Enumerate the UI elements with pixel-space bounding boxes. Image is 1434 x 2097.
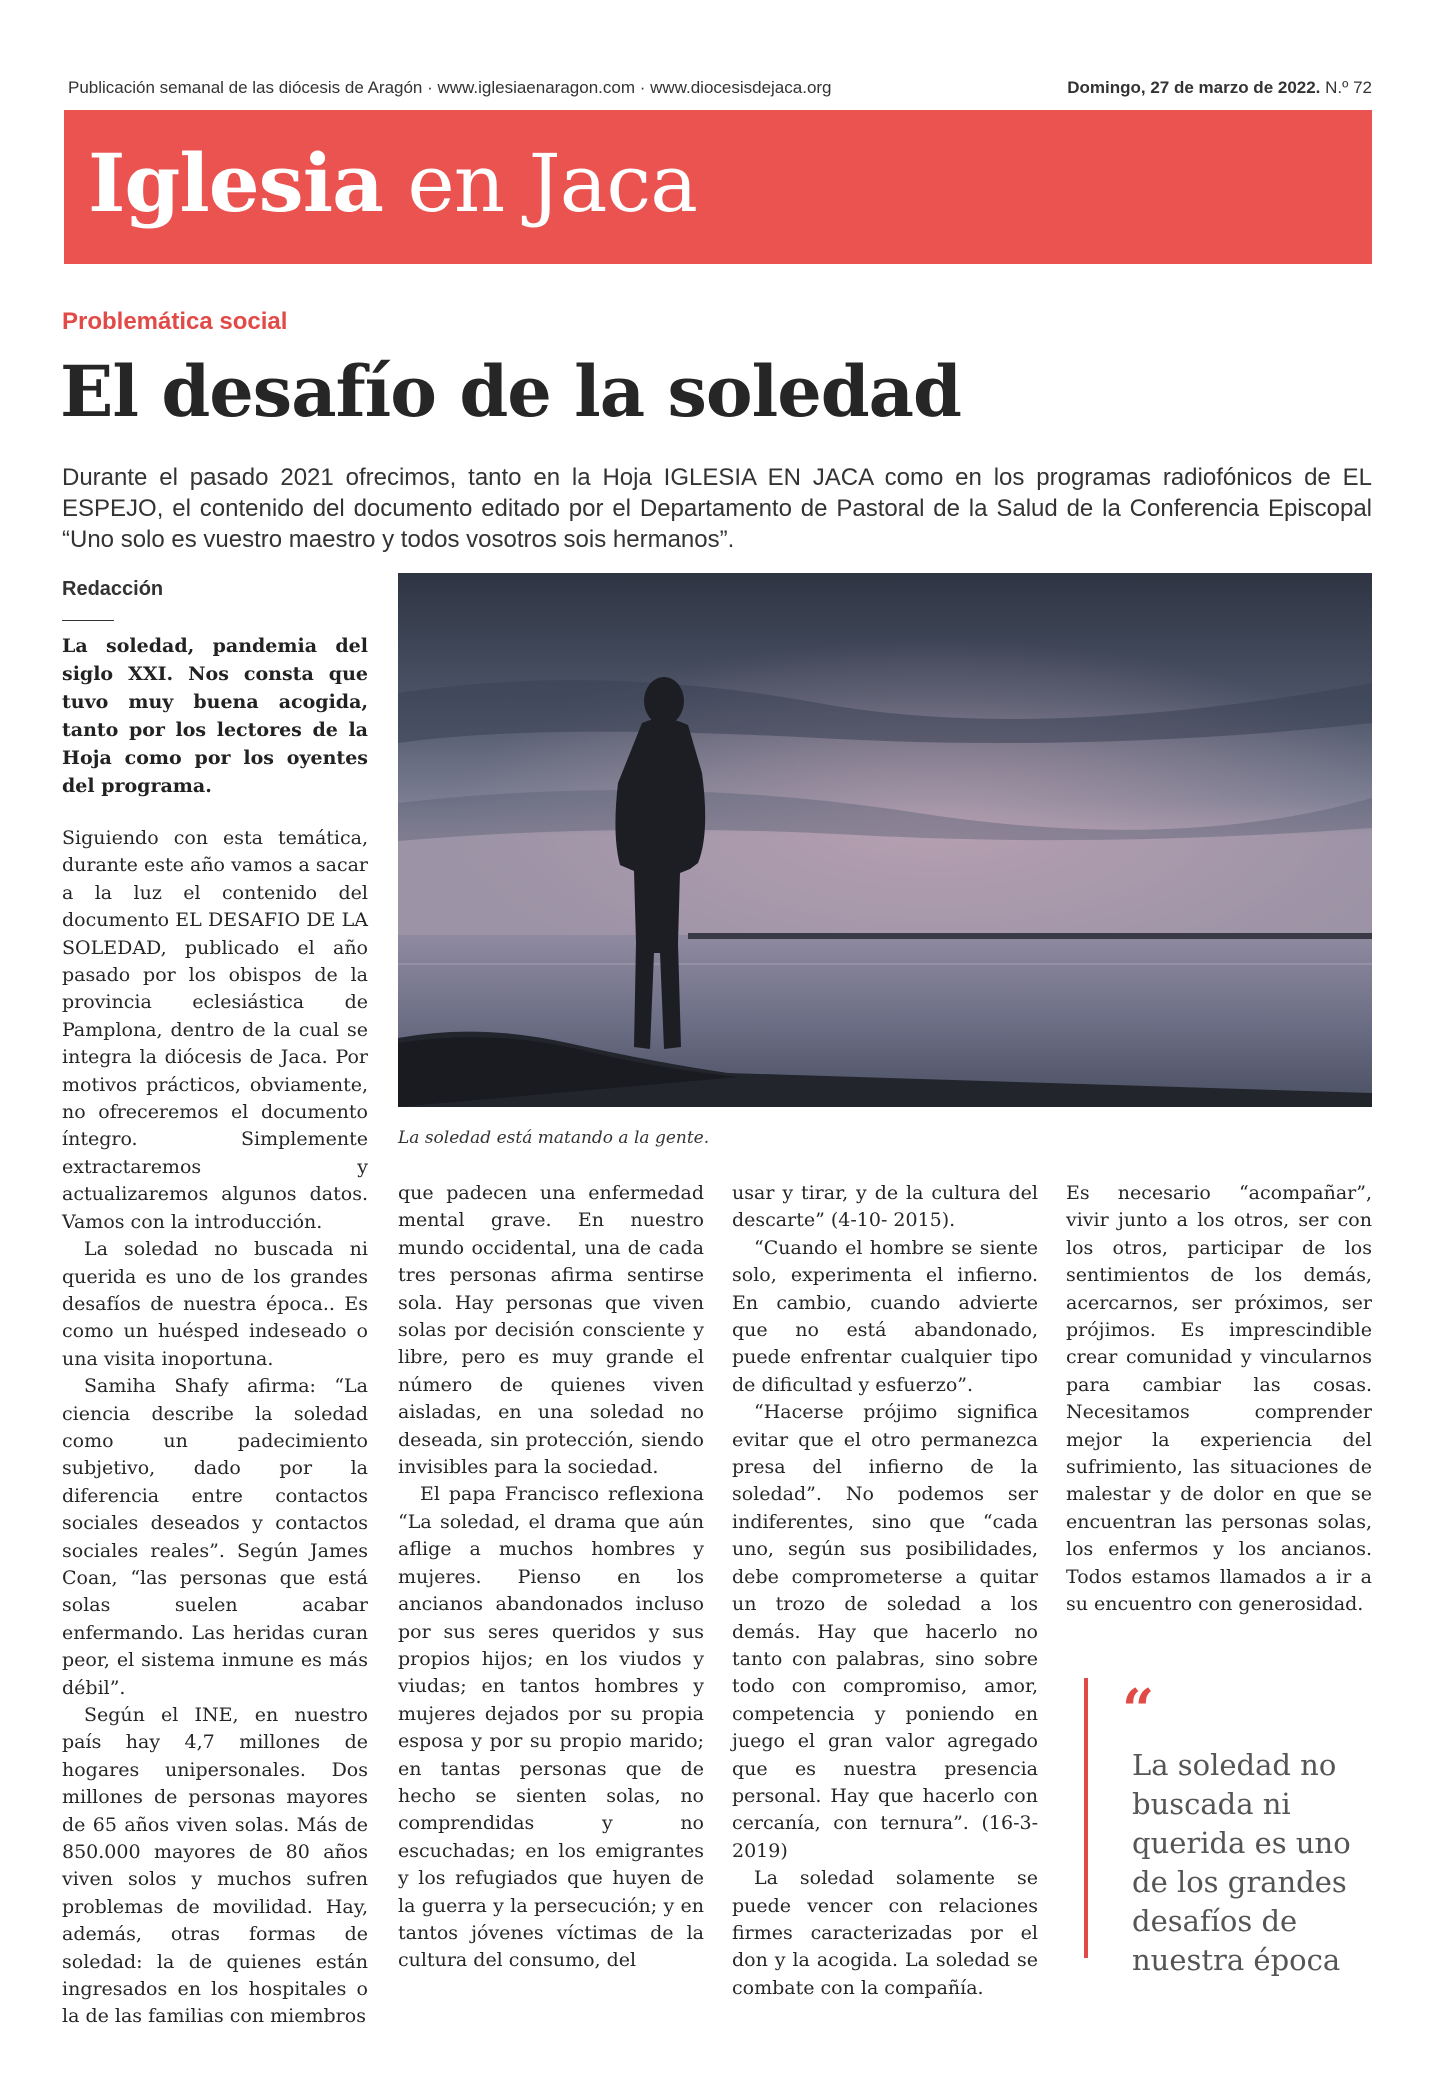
pull-quote bbox=[1084, 1677, 1374, 1977]
silhouette-by-lake-photo bbox=[398, 573, 1372, 1107]
section-label: Problemática social bbox=[62, 308, 288, 335]
byline-divider bbox=[62, 620, 114, 621]
date-text: Domingo, 27 de marzo de 2022. bbox=[1067, 78, 1321, 97]
body-column-3 bbox=[732, 1180, 1038, 2002]
masthead bbox=[64, 110, 1372, 264]
paragraph: Según el INE, en nuestro país hay 4,7 millones de hogares unipersonales. Dos millones de personas mayores de 65 años viven solas. Más de 850.000 mayores de 80 años viven solos y muchos sufren problemas de movilidad. Hay, además, otras formas de soledad: la de quienes están ingresados en los hospitales o la de las familias con miembros bbox=[62, 1704, 368, 2028]
paragraph: La soledad solamente se puede vencer con relaciones firmes caracterizadas por el don y la acogida. La soledad se combate con la compañía. bbox=[732, 1867, 1038, 1999]
paragraph: “Cuando el hombre se siente solo, experimenta el infierno. En cambio, cuando advierte que no está abandonado, puede enfrentar cualquier tipo de dificultad y esfuerzo”. bbox=[732, 1236, 1038, 1396]
paragraph: Samiha Shafy afirma: “La ciencia describe la soledad como un padecimiento subjetivo, dado por la diferencia entre contactos sociales deseados y contactos sociales reales”. Según James Coan, “las personas que está solas suelen acabar enfermando. Las heridas curan peor, el sistema inmune es más débil”. bbox=[62, 1375, 368, 1699]
brand-bold: Iglesia bbox=[88, 136, 383, 230]
paragraph: “Hacerse prójimo significa evitar que el otro permanezca presa del infierno de la soledad”. No podemos ser indiferentes, sino que “cada uno, según sus posibilidades, debe comprometerse a quitar un trozo de soledad a los demás. Hay que hacerlo no tanto con palabras, sino sobre todo con compromiso, amor, competencia y poniendo en juego el gran valor agregado que es nuestra presencia personal. Hay que hacerlo con cercanía, con ternura”. (16-3-2019) bbox=[732, 1401, 1038, 1862]
brand-light: en Jaca bbox=[407, 137, 697, 230]
byline: Redacción bbox=[62, 578, 164, 600]
article-title: El desafío de la soledad bbox=[60, 350, 961, 433]
masthead-logo[interactable] bbox=[88, 138, 697, 229]
paragraph: El papa Francisco reflexiona “La soledad, el drama que aún aflige a muchos hombres y mujeres. Pienso en los ancianos abandonados incluso por sus seres queridos y sus propios hijos; en los viudos y viudas; en tantos hombres y mujeres dejados por su propia esposa y por su propio marido; en tantas personas que de hecho se sienten solas, no comprendidas y no escuchadas; en los emigrantes y los refugiados que huyen de la guerra y la persecución; y en tantos jóvenes víctimas de la cultura del consumo, del bbox=[398, 1483, 704, 1972]
paragraph: Es necesario “acompañar”, vivir junto a los otros, ser con los otros, participar de los sentimientos de los demás, acercarnos, ser próximos, ser prójimos. Es imprescindible crear comunidad y vincularnos para cambiar las cosas. Necesitamos comprender mejor la experiencia del sufrimiento, las situaciones de malestar y de dolor en que se encuentran las personas solas, los enfermos y los ancianos. Todos estamos llamados a ir a su encuentro con generosidad. bbox=[1066, 1182, 1372, 1616]
paragraph: La soledad no buscada ni querida es uno de los grandes desafíos de nuestra época.. Es como un huésped indeseado o una visita inoportuna. bbox=[62, 1238, 368, 1370]
body-column-1 bbox=[62, 825, 368, 2028]
issue-number: N.º 72 bbox=[1325, 78, 1372, 97]
article-lead: Durante el pasado 2021 ofrecimos, tanto en la Hoja IGLESIA EN JACA como en los programas radiofónicos de EL ESPEJO, el contenido del documento editado por el Departamento de Pastoral de la Salud de la Conferencia Episcopal “Uno solo es vuestro maestro y todos vosotros sois hermanos”. bbox=[62, 464, 1372, 553]
pull-quote-text: La soledad no buscada ni querida es uno de los grandes desafíos de nuestra época bbox=[1132, 1748, 1351, 1977]
article-deck: La soledad, pandemia del siglo XXI. Nos consta que tuvo muy buena acogida, tanto por los lectores de la Hoja como por los oyentes del programa. bbox=[62, 635, 368, 797]
body-column-4 bbox=[1066, 1180, 1372, 1619]
publication-line: Publicación semanal de las diócesis de Aragón · www.iglesiaenaragon.com · www.diocesisdejaca.org bbox=[68, 78, 832, 97]
photo-caption: La soledad está matando a la gente. bbox=[398, 1128, 710, 1148]
paragraph: que padecen una enfermedad mental grave. En nuestro mundo occidental, una de cada tres personas afirma sentirse sola. Hay personas que viven solas por decisión consciente y libre, pero es muy grande el número de quienes viven aisladas, en una soledad no deseada, sin protección, siendo invisibles para la sociedad. bbox=[398, 1182, 704, 1479]
article-photo bbox=[398, 573, 1372, 1107]
quote-mark-icon: “ bbox=[1122, 1677, 1155, 1743]
paragraph: usar y tirar, y de la cultura del descarte” (4-10- 2015). bbox=[732, 1182, 1038, 1232]
paragraph: Siguiendo con esta temática, durante este año vamos a sacar a la luz el contenido del documento EL DESAFIO DE LA SOLEDAD, publicado el año pasado por los obispos de la provincia eclesiástica de Pamplona, dentro de la cual se integra la diócesis de Jaca. Por motivos prácticos, obviamente, no ofreceremos el documento íntegro. Simplemente extractaremos y actualizaremos algunos datos. Vamos con la introducción. bbox=[62, 827, 368, 1233]
issue-date bbox=[1067, 78, 1372, 98]
body-column-2 bbox=[398, 1180, 704, 1975]
